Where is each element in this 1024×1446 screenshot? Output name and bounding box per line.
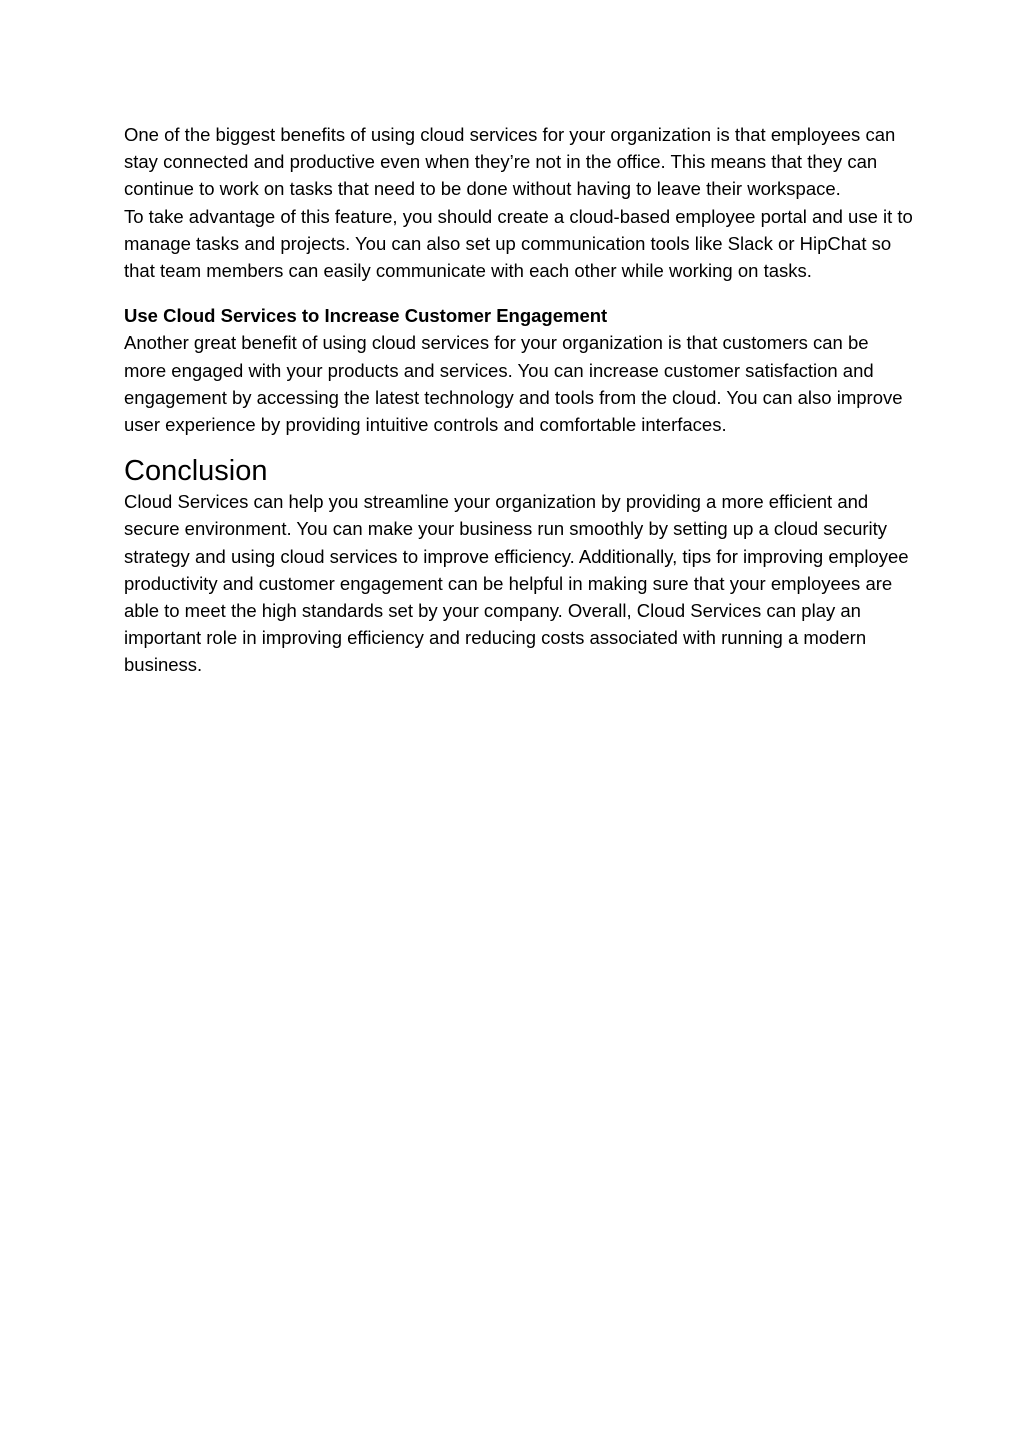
conclusion-heading: Conclusion [124,455,268,488]
engagement-heading: Use Cloud Services to Increase Customer Engagement [124,305,608,327]
conclusion-paragraph: Cloud Services can help you streamline your organization by providing a more efficient and secure environment. You can make your business run smoothly by setting up a cloud security strategy and using cloud services to improve efficiency. Additionally, tips for improving employee productivity and customer engagement can be helpful in making sure that your employees are able to meet the high standards set by your company. Overall, Cloud Services can play an important role in improving efficiency and reducing costs associated with running a modern business. [124,491,909,676]
document-body [124,121,914,679]
intro-paragraph-1: One of the biggest benefits of using cloud services for your organization is that employees can stay connected and productive even when they’re not in the office. This means that they can continue to work on tasks that need to be done without having to leave their workspace. [124,124,896,200]
paragraph-spacer [124,284,914,302]
intro-paragraph-2: To take advantage of this feature, you should create a cloud-based employee portal and use it to manage tasks and projects. You can also set up communication tools like Slack or HipChat so that team members can easily communicate with each other while working on tasks. [124,205,913,282]
engagement-paragraph: Another great benefit of using cloud services for your organization is that customers can be more engaged with your products and services. You can increase customer satisfaction and engagement by accessing the latest technology and tools from the cloud. You can also improve user experience by providing intuitive controls and comfortable interfaces. [124,332,903,436]
